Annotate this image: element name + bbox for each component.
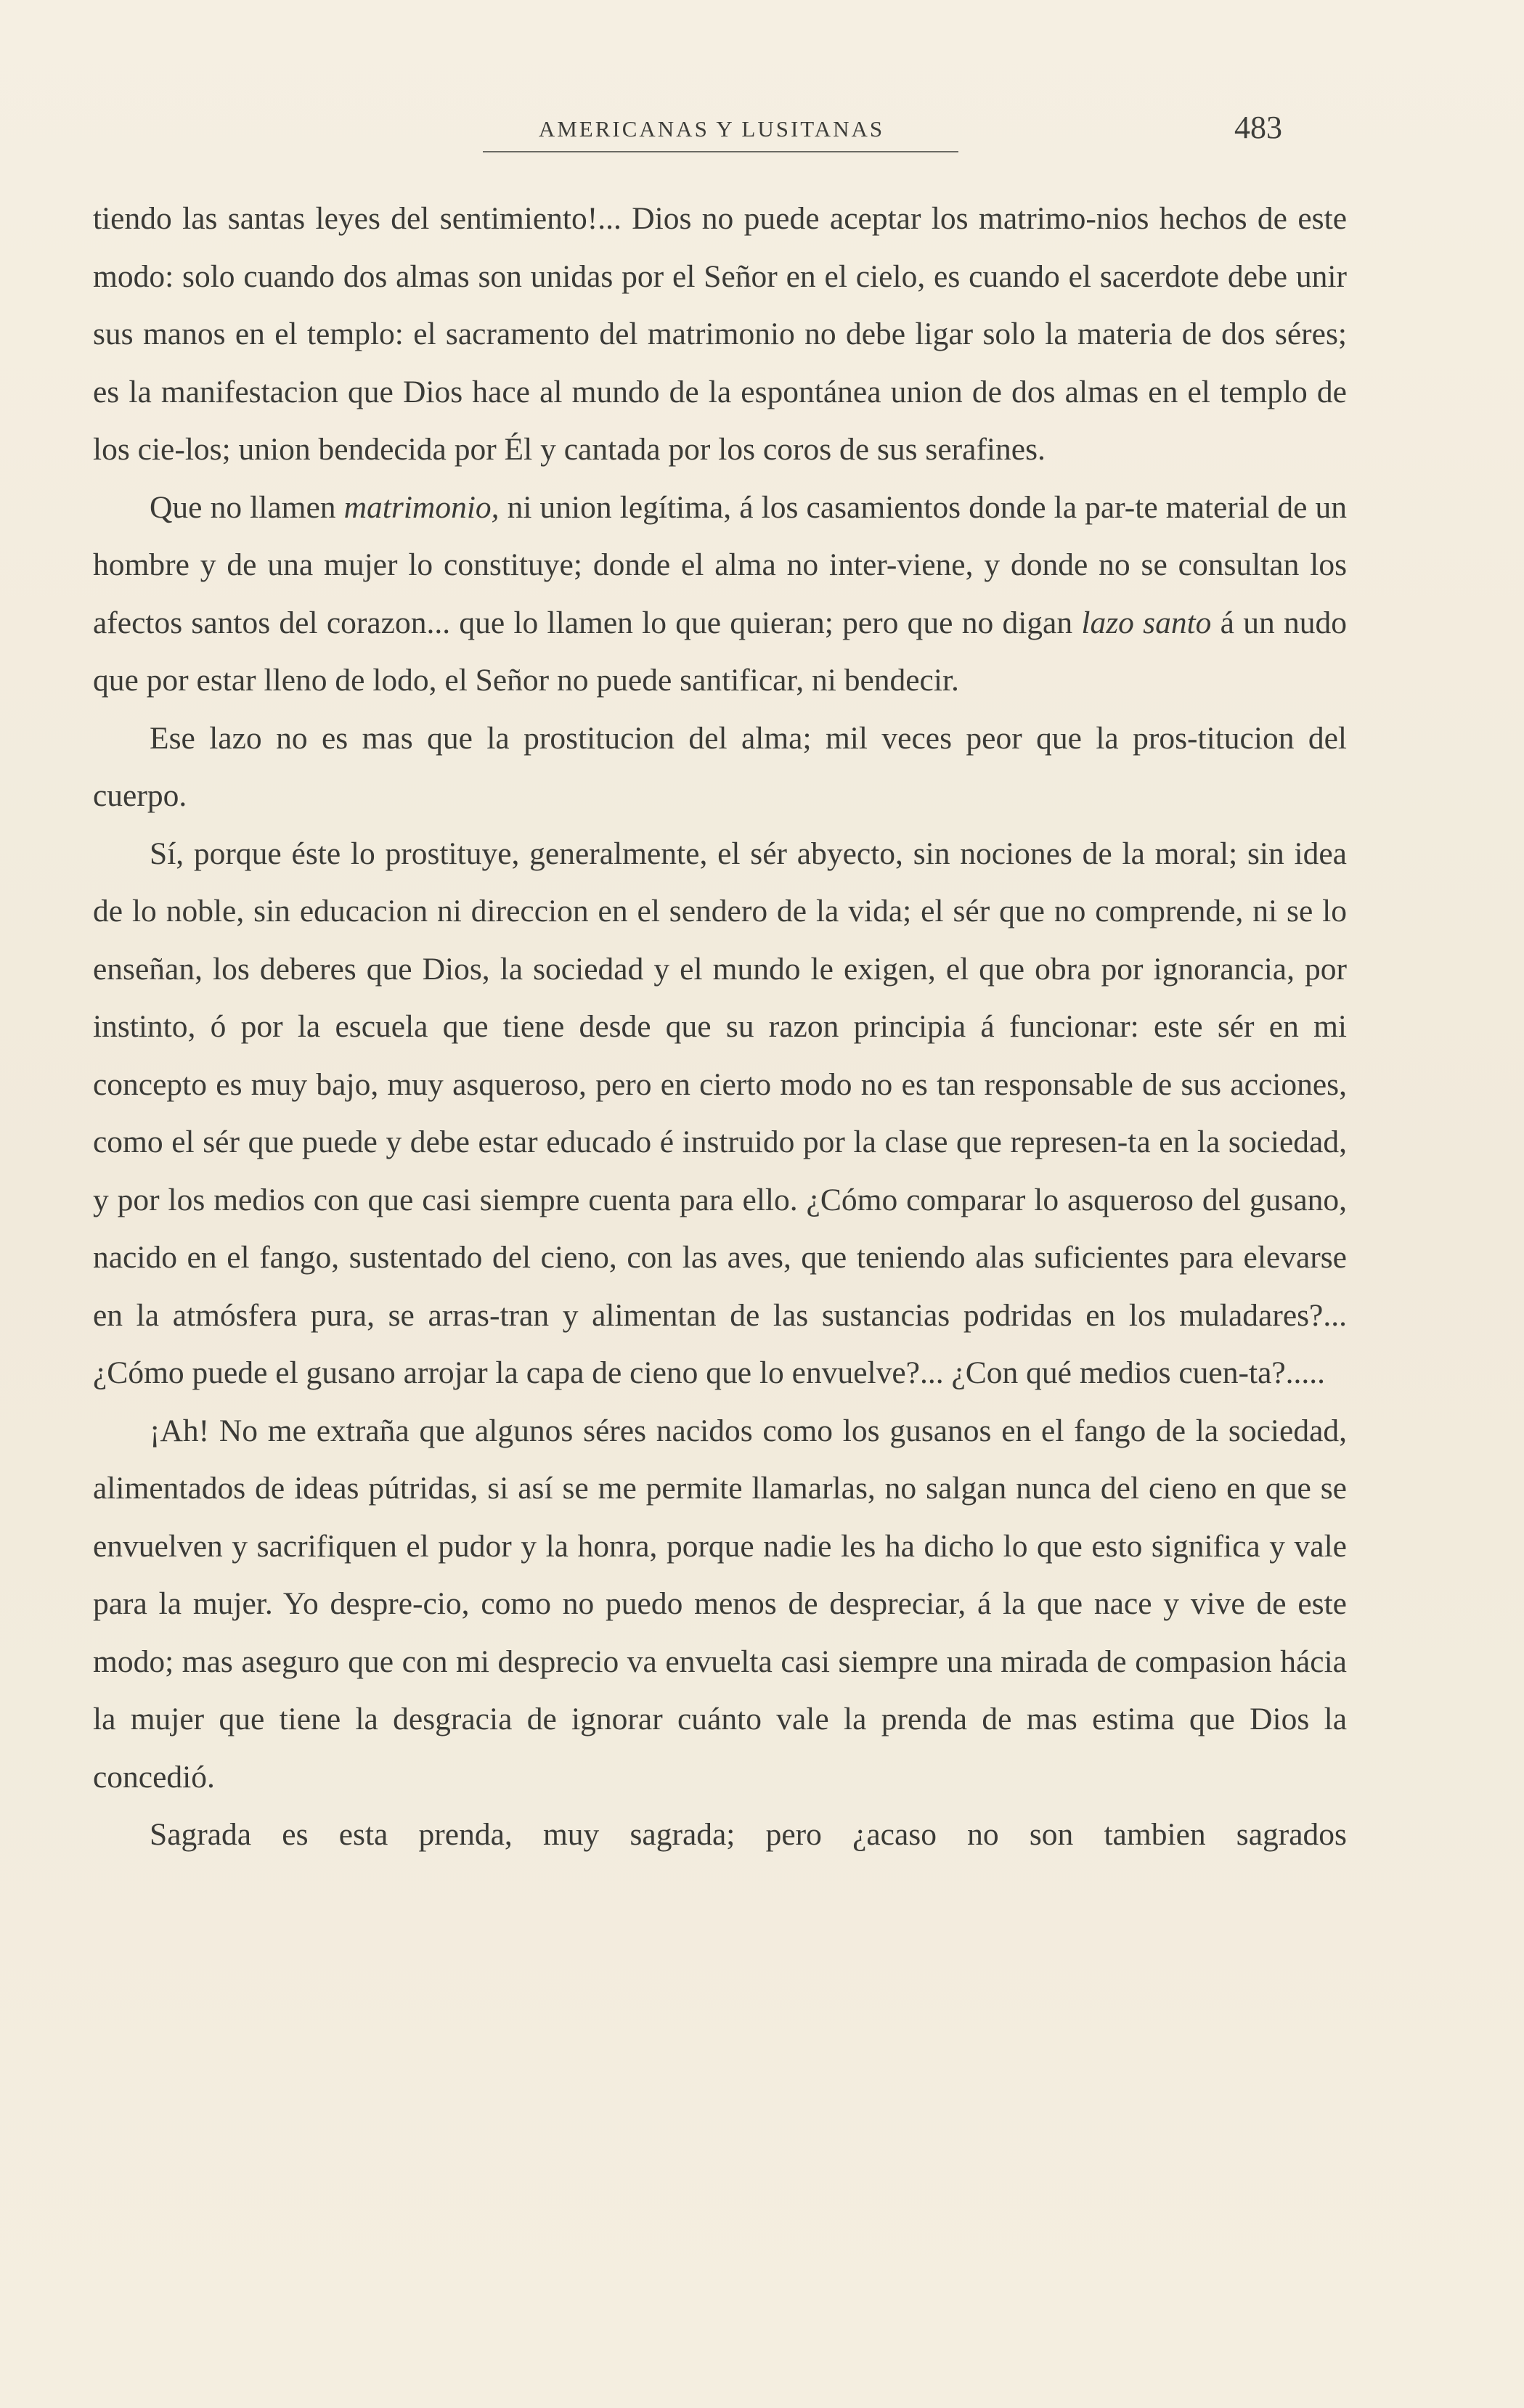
paragraph-6	[93, 1806, 1347, 1864]
paragraph-4	[93, 825, 1347, 1403]
paragraph-2-text-b: ni union legítima, á los casamientos donde la par-te material de un hombre y de una mujer lo constituye; donde el alma no inter-viene, y donde no se consultan los afectos santos del corazon... que lo llamen lo que quieran; pero que no digan	[93, 489, 1347, 640]
paragraph-1-text: tiendo las santas leyes del sentimiento!... Dios no puede aceptar los matrimo-nios hechos de este modo: solo cuando dos almas son unidas por el Señor en el cielo, es cuando el sacerdote debe unir sus manos en el templo: el sacramento del matrimonio no debe ligar solo la materia de dos séres; es la manifestacion que Dios hace al mundo de la espontánea union de dos almas en el templo de los cie-los; union bendecida por Él y cantada por los coros de sus serafines.	[93, 201, 1347, 467]
paragraph-2-text-a: Que no llamen	[150, 489, 344, 525]
paragraph-2-italic-lazo-santo: lazo santo	[1081, 605, 1212, 640]
paragraph-4-text: Sí, porque éste lo prostituye, generalmente, el sér abyecto, sin nociones de la moral; sin idea de lo noble, sin educacion ni direccion en el sendero de la vida; el sér que no comprende, ni se lo enseñan, los deberes que Dios, la sociedad y el mundo le exigen, el que obra por ignorancia, por instinto, ó por la escuela que tiene desde que su razon principia á funcionar: este sér en mi concepto es muy bajo, muy asqueroso, pero en cierto modo no es tan responsable de sus acciones, como el sér que puede y debe estar educado é instruido por la clase que represen-ta en la sociedad, y por los medios con que casi siempre cuenta para ello. ¿Cómo comparar lo asqueroso del gusano, nacido en el fango, sustentado del cieno, con las aves, que teniendo alas suficientes para elevarse en la atmósfera pura, se arras-tran y alimentan de las sustancias podridas en los muladares?... ¿Cómo puede el gusano arrojar la capa de cieno que lo envuelve?... ¿Con qué medios cuen-ta?.....	[93, 836, 1347, 1390]
paragraph-2-text-c: á un nudo que por estar lleno de lodo, el Señor no puede santificar, ni bendecir.	[93, 605, 1348, 698]
paragraph-2-italic-matrimonio: matrimonio,	[343, 489, 500, 525]
paragraph-1	[93, 190, 1347, 479]
page-number: 483	[1234, 110, 1282, 145]
paragraph-3	[93, 710, 1347, 825]
header-rule	[483, 151, 958, 152]
body-text	[93, 190, 1347, 1864]
paragraph-3-text: Ese lazo no es mas que la prostitucion del alma; mil veces peor que la pros-titucion del cuerpo.	[93, 720, 1347, 813]
paragraph-2	[93, 479, 1347, 710]
paragraph-5	[93, 1403, 1347, 1807]
paragraph-5-text: ¡Ah! No me extraña que algunos séres nacidos como los gusanos en el fango de la sociedad, alimentados de ideas pútridas, si así se me permite llamarlas, no salgan nunca del cieno en que se envuelven y sacrifiquen el pudor y la honra, porque nadie les ha dicho lo que esto significa y vale para la mujer. Yo despre-cio, como no puedo menos de despreciar, á la que nace y vive de este modo; mas aseguro que con mi desprecio va envuelta casi siempre una mirada de compasion hácia la mujer que tiene la desgracia de ignorar cuánto vale la prenda de mas estima que Dios la concedió.	[93, 1413, 1347, 1795]
running-title: AMERICANAS Y LUSITANAS	[538, 116, 885, 142]
paragraph-6-text: Sagrada es esta prenda, muy sagrada; pero ¿acaso no son tambien sagrados	[150, 1817, 1347, 1852]
page-header	[0, 109, 1524, 167]
